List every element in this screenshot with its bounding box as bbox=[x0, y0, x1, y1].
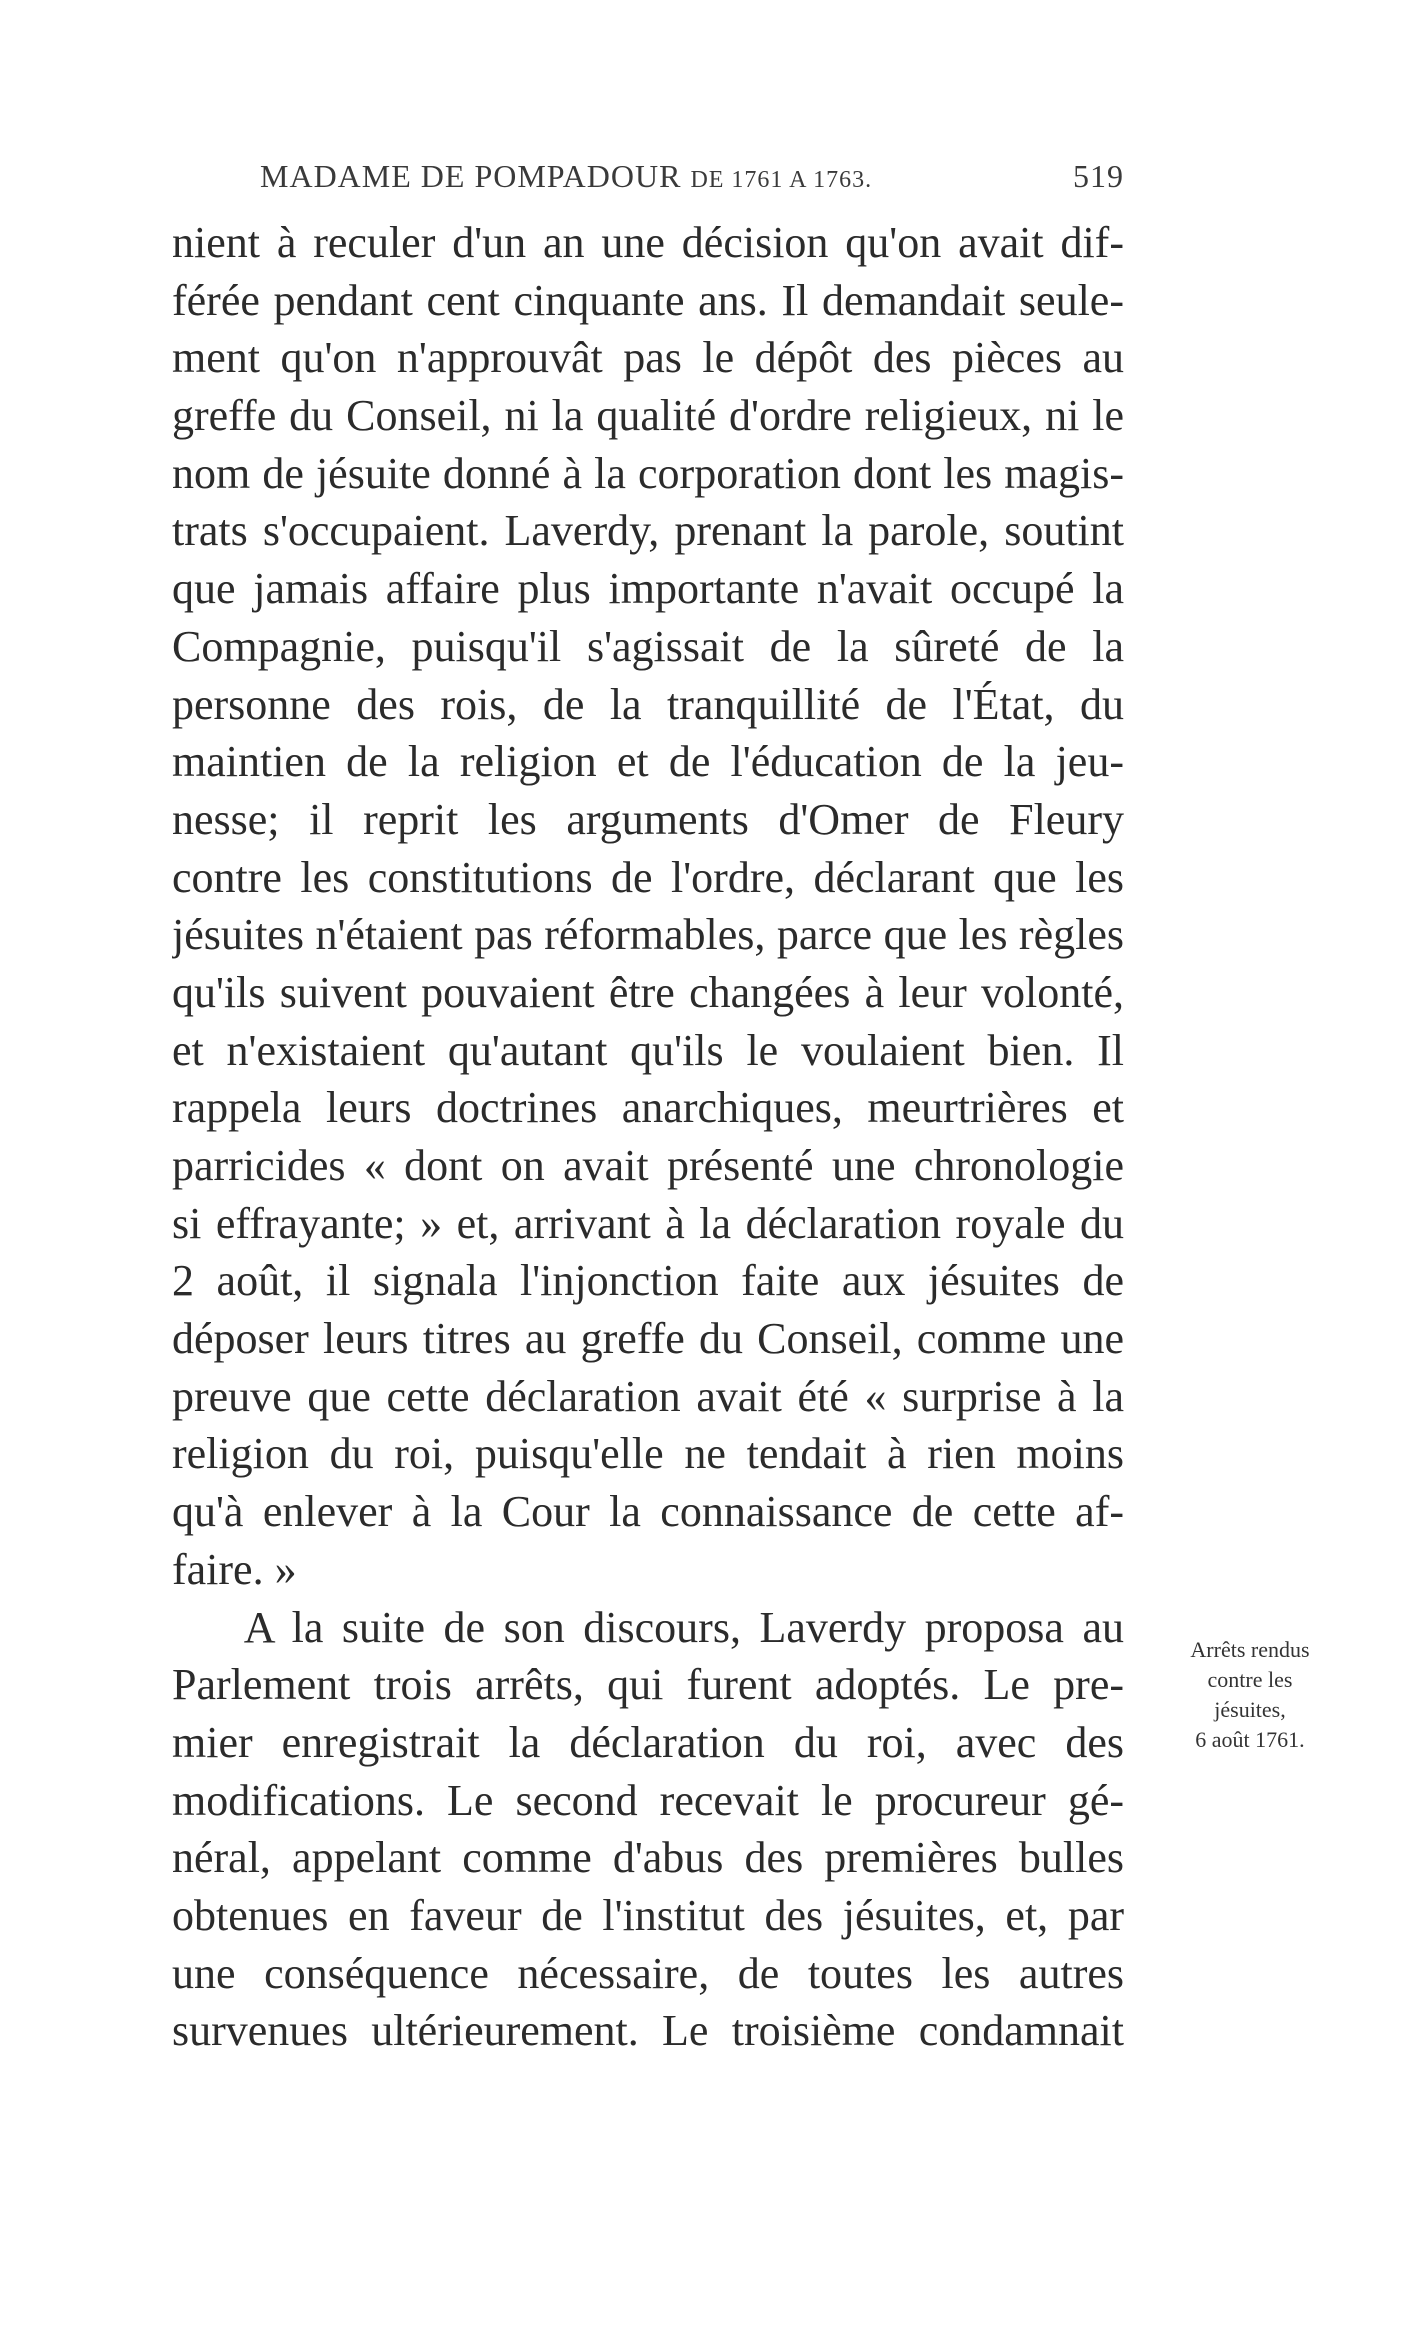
text-line: nesse; il reprit les arguments d'Omer de Fleury bbox=[172, 794, 1124, 844]
text-line: si effrayante; » et, arrivant à la déclaration royale du bbox=[172, 1198, 1124, 1248]
text-line: personne des rois, de la tranquillité de l'État, du bbox=[172, 679, 1124, 729]
running-title-main: MADAME DE POMPADOUR bbox=[260, 158, 682, 194]
text-line: parricides « dont on avait présenté une chronologie bbox=[172, 1141, 1124, 1190]
text-line: maintien de la religion et de l'éducation de la jeu- bbox=[172, 737, 1124, 787]
text-line: rappela leurs doctrines anarchiques, meurtrières et bbox=[172, 1083, 1124, 1133]
text-line: qu'ils suivent pouvaient être changées à leur volonté, bbox=[172, 967, 1124, 1017]
text-line: Compagnie, puisqu'il s'agissait de la sûreté de la bbox=[172, 621, 1124, 671]
running-title bbox=[260, 158, 872, 195]
text-line: A la suite de son discours, Laverdy proposa au bbox=[172, 1602, 1124, 1652]
text-line: faire. » bbox=[172, 1544, 297, 1594]
text-line: greffe du Conseil, ni la qualité d'ordre religieux, ni le bbox=[172, 391, 1124, 441]
text-line: ment qu'on n'approuvât pas le dépôt des pièces au bbox=[172, 333, 1124, 383]
text-line: obtenues en faveur de l'institut des jésuites, et, par bbox=[172, 1890, 1124, 1940]
text-line: contre les constitutions de l'ordre, déclarant que les bbox=[172, 852, 1124, 902]
text-line: trats s'occupaient. Laverdy, prenant la parole, soutint bbox=[172, 506, 1124, 556]
text-line: férée pendant cent cinquante ans. Il demandait seule- bbox=[172, 275, 1124, 325]
text-line: qu'à enlever à la Cour la connaissance de cette af- bbox=[172, 1487, 1124, 1537]
running-head bbox=[260, 158, 1124, 198]
text-line: preuve que cette déclaration avait été « surprise à la bbox=[172, 1371, 1124, 1421]
text-line: modifications. Le second recevait le procureur gé- bbox=[172, 1775, 1124, 1825]
running-title-dates: DE 1761 A 1763. bbox=[690, 167, 873, 193]
margin-note-line: Arrêts rendus bbox=[1190, 1637, 1310, 1662]
text-line: mier enregistrait la déclaration du roi, avec des bbox=[172, 1717, 1124, 1767]
page-number: 519 bbox=[1073, 158, 1124, 194]
text-line: une conséquence nécessaire, de toutes les autres bbox=[172, 1948, 1124, 1998]
text-line: jésuites n'étaient pas réformables, parce que les règles bbox=[172, 910, 1124, 960]
text-line: déposer leurs titres au greffe du Conseil, comme une bbox=[172, 1314, 1124, 1364]
text-line: religion du roi, puisqu'elle ne tendait à rien moins bbox=[172, 1429, 1124, 1479]
margin-note-line: jésuites, bbox=[1214, 1697, 1286, 1722]
text-line: nom de jésuite donné à la corporation dont les magis- bbox=[172, 448, 1124, 498]
margin-note bbox=[1150, 1635, 1350, 1755]
text-line: survenues ultérieurement. Le troisième condamnait bbox=[172, 2006, 1124, 2056]
text-line: 2 août, il signala l'injonction faite aux jésuites de bbox=[172, 1256, 1124, 1306]
text-line: que jamais affaire plus importante n'avait occupé la bbox=[172, 564, 1124, 614]
margin-note-line: 6 août 1761. bbox=[1195, 1727, 1305, 1752]
margin-note-line: contre les bbox=[1207, 1667, 1293, 1692]
text-line: néral, appelant comme d'abus des premières bulles bbox=[172, 1833, 1124, 1883]
text-line: nient à reculer d'un an une décision qu'on avait dif- bbox=[172, 218, 1124, 267]
body-text bbox=[172, 214, 1124, 2060]
text-line: et n'existaient qu'autant qu'ils le voulaient bien. Il bbox=[172, 1025, 1124, 1075]
text-line: Parlement trois arrêts, qui furent adoptés. Le pre- bbox=[172, 1660, 1124, 1710]
